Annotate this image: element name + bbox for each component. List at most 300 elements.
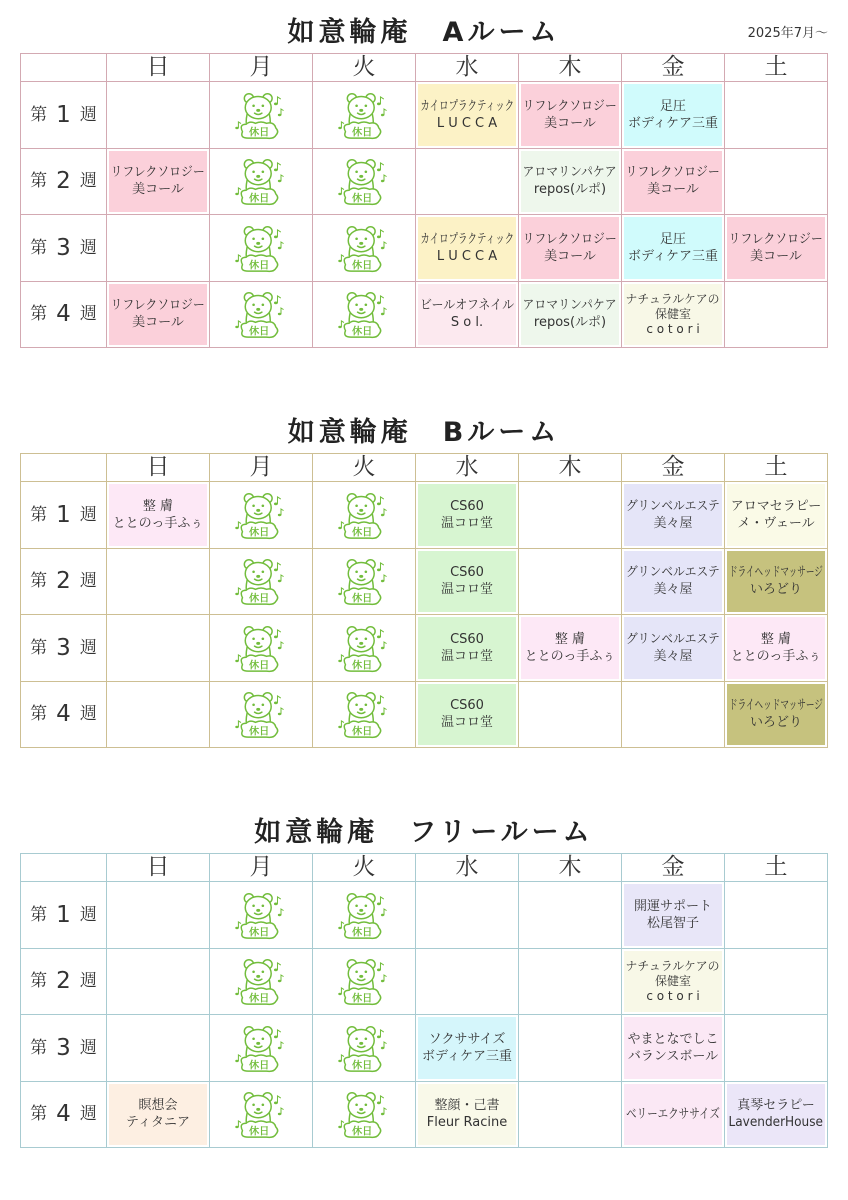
bear-eye [252, 904, 255, 907]
week-number: 4 [56, 301, 71, 328]
bear-eye [252, 971, 255, 974]
session-text: やまとなでしこ [627, 1031, 719, 1047]
note-stem [238, 922, 240, 928]
session-text: 温コロ堂 [440, 582, 493, 598]
bear-eye [365, 304, 368, 307]
schedule-cell [725, 215, 828, 282]
empty-cell [519, 482, 622, 549]
empty-cell [416, 149, 519, 216]
session-block [727, 1084, 825, 1146]
holiday-label: 休日 [351, 660, 373, 672]
music-note-icon [381, 909, 386, 916]
schedule-cell [725, 615, 828, 682]
holiday-label: 休日 [248, 927, 270, 939]
note-stem [341, 922, 343, 928]
schedule-cell [416, 682, 519, 749]
session-text: 美コール [647, 182, 699, 198]
music-note-icon [338, 655, 343, 662]
note-stem [380, 97, 383, 104]
schedule-cell [416, 215, 519, 282]
music-note-icon [381, 308, 386, 315]
bear-eye [252, 104, 255, 107]
week-label-text: 週 [79, 704, 97, 725]
holiday-label: 休日 [248, 260, 270, 272]
holiday-label: 休日 [351, 927, 373, 939]
holiday-cell [210, 882, 313, 949]
bear-eye [365, 104, 368, 107]
holiday-cell [313, 282, 416, 349]
holiday-cell [210, 149, 313, 216]
note-stem [341, 655, 343, 661]
music-note-icon [377, 696, 383, 704]
note-stem [281, 308, 283, 314]
bear-eye [252, 571, 255, 574]
bear-eye [262, 704, 265, 707]
note-stem [238, 188, 240, 194]
music-note-icon [338, 122, 343, 129]
bear-nose [256, 575, 260, 578]
bear-head [245, 563, 271, 585]
schedule-cell [622, 282, 725, 349]
room-title: 如意輪庵 Bルーム [287, 417, 561, 448]
room-section [0, 400, 848, 800]
session-text: 保健室 [654, 973, 691, 988]
bear-eye [252, 1104, 255, 1107]
session-text: リフレクソロジー [522, 231, 618, 247]
week-label-text: 第 [30, 171, 48, 192]
bear-eye [355, 104, 358, 107]
schedule-cell [519, 615, 622, 682]
empty-cell [416, 949, 519, 1016]
session-text: ベリーエクササイズ [626, 1106, 720, 1122]
bear-head [245, 896, 271, 918]
schedule-cell [416, 282, 519, 349]
empty-cell [725, 82, 828, 149]
holiday-cell [210, 215, 313, 282]
holiday-label: 休日 [351, 527, 373, 539]
header-corner [21, 454, 107, 482]
music-note-icon [377, 897, 383, 905]
bear-holiday-icon [336, 623, 392, 673]
holiday-cell [313, 682, 416, 749]
music-note-icon [338, 188, 343, 195]
session-text: L U C C A [436, 115, 498, 131]
bear-holiday-icon [336, 156, 392, 206]
bear-eye [355, 571, 358, 574]
note-stem [384, 242, 386, 248]
holiday-cell [313, 882, 416, 949]
note-stem [384, 308, 386, 314]
bear-eye [365, 504, 368, 507]
session-block [109, 284, 207, 346]
session-text: ドライヘッドマッサージ [729, 565, 823, 581]
holiday-label: 休日 [351, 127, 373, 139]
schedule-cell [416, 1082, 519, 1149]
week-number: 3 [56, 1034, 71, 1061]
session-text: ボディケア三重 [628, 115, 718, 131]
session-text: ボディケア三重 [422, 1048, 512, 1064]
bear-head [348, 296, 374, 318]
day-header: 火 [313, 54, 416, 82]
schedule-cell [622, 82, 725, 149]
session-text: 温コロ堂 [440, 648, 493, 664]
session-text: 美コール [544, 248, 596, 264]
session-text: ソクササイズ [428, 1031, 506, 1047]
bear-holiday-icon [336, 956, 392, 1006]
session-text: 美々屋 [653, 582, 693, 598]
session-text: リフレクソロジー [522, 98, 618, 114]
bear-holiday-icon [233, 890, 289, 940]
session-text: 整 膚 [760, 631, 792, 647]
session-text: ととのっ手ふぅ [524, 648, 616, 664]
week-label-text: 第 [30, 571, 48, 592]
bear-head [348, 563, 374, 585]
music-note-icon [278, 575, 283, 582]
music-note-icon [338, 988, 343, 995]
bear-nose [256, 909, 260, 912]
room-title: 如意輪庵 フリールーム [254, 817, 594, 848]
bear-nose [359, 509, 363, 512]
session-text: ととのっ手ふぅ [112, 515, 204, 531]
session-text: ビールオフネイル [419, 298, 515, 314]
empty-cell [107, 882, 210, 949]
holiday-cell [313, 482, 416, 549]
music-note-icon [381, 109, 386, 116]
holiday-label: 休日 [248, 593, 270, 605]
bear-nose [256, 708, 260, 711]
bear-eye [355, 637, 358, 640]
bear-eye [252, 637, 255, 640]
note-stem [384, 642, 386, 648]
holiday-label: 休日 [351, 593, 373, 605]
week-label-text: 週 [79, 1104, 97, 1125]
music-note-icon [381, 509, 386, 516]
session-text: CS60 [450, 698, 484, 714]
bear-eye [355, 304, 358, 307]
bear-eye [252, 237, 255, 240]
note-stem [384, 708, 386, 714]
bear-nose [256, 242, 260, 245]
empty-cell [519, 549, 622, 616]
bear-holiday-icon [336, 689, 392, 739]
session-text: 美コール [544, 115, 596, 131]
note-stem [238, 122, 240, 128]
session-text: c o t o r i [646, 988, 700, 1003]
empty-cell [725, 1015, 828, 1082]
note-stem [384, 975, 386, 981]
empty-cell [107, 1015, 210, 1082]
music-note-icon [278, 1108, 283, 1115]
week-label [21, 949, 107, 1016]
bear-nose [256, 175, 260, 178]
bear-eye [262, 1037, 265, 1040]
note-stem [277, 163, 280, 170]
music-note-icon [377, 296, 383, 304]
bear-nose [359, 242, 363, 245]
session-text: アロマリンパケア [522, 165, 618, 181]
session-text: リフレクソロジー [625, 165, 721, 181]
schedule-cell [416, 482, 519, 549]
schedule-cell [107, 1082, 210, 1149]
bear-head [245, 696, 271, 718]
bear-holiday-icon [336, 1023, 392, 1073]
note-stem [380, 497, 383, 504]
bear-nose [256, 975, 260, 978]
week-label-text: 第 [30, 704, 48, 725]
schedule-table [20, 853, 828, 1148]
bear-head [348, 629, 374, 651]
session-text: リフレクソロジー [728, 231, 824, 247]
schedule-cell [725, 549, 828, 616]
note-stem [281, 175, 283, 181]
session-text: 開運サポート [633, 898, 712, 914]
holiday-cell [313, 615, 416, 682]
week-label [21, 1015, 107, 1082]
holiday-label: 休日 [351, 993, 373, 1005]
note-stem [380, 963, 383, 970]
music-note-icon [338, 922, 343, 929]
bear-nose [359, 642, 363, 645]
bear-holiday-icon [233, 956, 289, 1006]
bear-nose [359, 575, 363, 578]
holiday-label: 休日 [351, 726, 373, 738]
session-block [624, 951, 722, 1013]
week-label-text: 第 [30, 504, 48, 525]
schedule-cell [107, 149, 210, 216]
music-note-icon [381, 1108, 386, 1115]
music-note-icon [274, 1096, 280, 1104]
bear-eye [355, 171, 358, 174]
bear-eye [365, 704, 368, 707]
note-stem [281, 1042, 283, 1048]
header-corner [21, 54, 107, 82]
week-label-text: 週 [79, 304, 97, 325]
holiday-cell [210, 1082, 313, 1149]
room-title: 如意輪庵 Aルーム [287, 17, 561, 48]
bear-eye [262, 571, 265, 574]
holiday-cell [313, 549, 416, 616]
day-header: 日 [107, 854, 210, 882]
bear-nose [359, 1108, 363, 1111]
bear-eye [252, 171, 255, 174]
holiday-label: 休日 [351, 260, 373, 272]
bear-head [245, 163, 271, 185]
bear-head [348, 896, 374, 918]
session-text: L U C C A [436, 248, 498, 264]
schedule-cell [416, 1015, 519, 1082]
session-text: 美コール [132, 182, 184, 198]
bear-eye [252, 704, 255, 707]
bear-eye [262, 104, 265, 107]
bear-head [245, 963, 271, 985]
week-number: 1 [56, 101, 71, 128]
bear-nose [256, 642, 260, 645]
bear-holiday-icon [336, 289, 392, 339]
session-text: CS60 [450, 498, 484, 514]
holiday-cell [210, 549, 313, 616]
holiday-label: 休日 [248, 993, 270, 1005]
day-header: 日 [107, 454, 210, 482]
schedule-cell [519, 82, 622, 149]
empty-cell [107, 215, 210, 282]
holiday-label: 休日 [248, 660, 270, 672]
bear-head [245, 629, 271, 651]
empty-cell [416, 882, 519, 949]
music-note-icon [235, 721, 240, 728]
bear-eye [262, 637, 265, 640]
bear-head [245, 1029, 271, 1051]
week-number: 3 [56, 234, 71, 261]
bear-holiday-icon [233, 623, 289, 673]
bear-eye [355, 704, 358, 707]
header-corner [21, 854, 107, 882]
session-text: 松尾智子 [646, 915, 699, 931]
session-text: LavenderHouse [728, 1115, 824, 1131]
week-label [21, 682, 107, 749]
music-note-icon [377, 497, 383, 505]
bear-head [245, 496, 271, 518]
day-header: 土 [725, 454, 828, 482]
week-label-text: 第 [30, 1104, 48, 1125]
empty-cell [725, 149, 828, 216]
week-label-text: 第 [30, 1037, 48, 1058]
session-text: リフレクソロジー [110, 165, 206, 181]
note-stem [384, 1042, 386, 1048]
session-block [624, 284, 722, 346]
day-header: 土 [725, 54, 828, 82]
bear-eye [355, 971, 358, 974]
bear-holiday-icon [233, 289, 289, 339]
week-label [21, 1082, 107, 1149]
schedule-cell [107, 482, 210, 549]
session-block [109, 1084, 207, 1146]
day-header: 木 [519, 54, 622, 82]
music-note-icon [274, 630, 280, 638]
empty-cell [519, 682, 622, 749]
holiday-label: 休日 [248, 127, 270, 139]
note-stem [277, 630, 280, 637]
bear-eye [365, 904, 368, 907]
music-note-icon [381, 242, 386, 249]
bear-eye [262, 171, 265, 174]
week-label [21, 549, 107, 616]
note-stem [238, 655, 240, 661]
schedule-cell [622, 615, 725, 682]
holiday-label: 休日 [248, 726, 270, 738]
session-block [727, 617, 825, 679]
bear-holiday-icon [336, 490, 392, 540]
bear-nose [359, 909, 363, 912]
session-text: カイロプラクティック [420, 231, 514, 247]
bear-eye [252, 304, 255, 307]
bear-nose [256, 509, 260, 512]
note-stem [384, 109, 386, 115]
empty-cell [725, 949, 828, 1016]
session-text: 瞑想会 [138, 1098, 178, 1114]
music-note-icon [278, 242, 283, 249]
note-stem [341, 721, 343, 727]
music-note-icon [274, 563, 280, 571]
day-header: 月 [210, 54, 313, 82]
session-block [418, 84, 516, 146]
music-note-icon [274, 163, 280, 171]
note-stem [277, 97, 280, 104]
music-note-icon [278, 642, 283, 649]
bear-eye [262, 904, 265, 907]
music-note-icon [377, 563, 383, 571]
note-stem [380, 696, 383, 703]
session-text: ボディケア三重 [628, 248, 718, 264]
note-stem [277, 1030, 280, 1037]
session-text: 足圧 [659, 231, 686, 247]
note-stem [277, 563, 280, 570]
bear-holiday-icon [233, 223, 289, 273]
session-text: CS60 [450, 565, 484, 581]
holiday-cell [313, 82, 416, 149]
empty-cell [107, 82, 210, 149]
week-label [21, 215, 107, 282]
session-block [418, 1017, 516, 1079]
schedule-cell [519, 149, 622, 216]
music-note-icon [377, 630, 383, 638]
session-text: グリンベルエステ [626, 631, 720, 647]
bear-head [348, 963, 374, 985]
session-block [624, 484, 722, 546]
music-note-icon [377, 230, 383, 238]
session-text: S o l. [450, 315, 484, 331]
bear-eye [262, 237, 265, 240]
session-text: Fleur Racine [426, 1115, 508, 1131]
holiday-label: 休日 [351, 193, 373, 205]
empty-cell [519, 1082, 622, 1149]
note-stem [281, 509, 283, 515]
music-note-icon [235, 588, 240, 595]
week-label-text: 週 [79, 571, 97, 592]
bear-head [348, 163, 374, 185]
bear-holiday-icon [233, 689, 289, 739]
note-stem [384, 575, 386, 581]
music-note-icon [381, 175, 386, 182]
session-block [418, 1084, 516, 1146]
bear-head [348, 1029, 374, 1051]
session-text: カイロプラクティック [420, 98, 514, 114]
music-note-icon [377, 97, 383, 105]
day-header: 火 [313, 854, 416, 882]
day-header: 金 [622, 854, 725, 882]
note-stem [277, 897, 280, 904]
session-text: ナチュラルケアの [625, 291, 720, 306]
note-stem [384, 1108, 386, 1114]
music-note-icon [338, 721, 343, 728]
note-stem [281, 642, 283, 648]
note-stem [238, 588, 240, 594]
week-label-text: 第 [30, 637, 48, 658]
week-number: 3 [56, 634, 71, 661]
note-stem [341, 988, 343, 994]
room-section [0, 800, 848, 1200]
bear-holiday-icon [233, 1023, 289, 1073]
bear-nose [256, 1108, 260, 1111]
session-text: アロマリンパケア [522, 298, 618, 314]
empty-cell [622, 682, 725, 749]
schedule-cell [416, 549, 519, 616]
bear-eye [365, 1104, 368, 1107]
music-note-icon [235, 1055, 240, 1062]
session-block [418, 617, 516, 679]
music-note-icon [338, 255, 343, 262]
holiday-cell [313, 215, 416, 282]
schedule-cell [622, 949, 725, 1016]
